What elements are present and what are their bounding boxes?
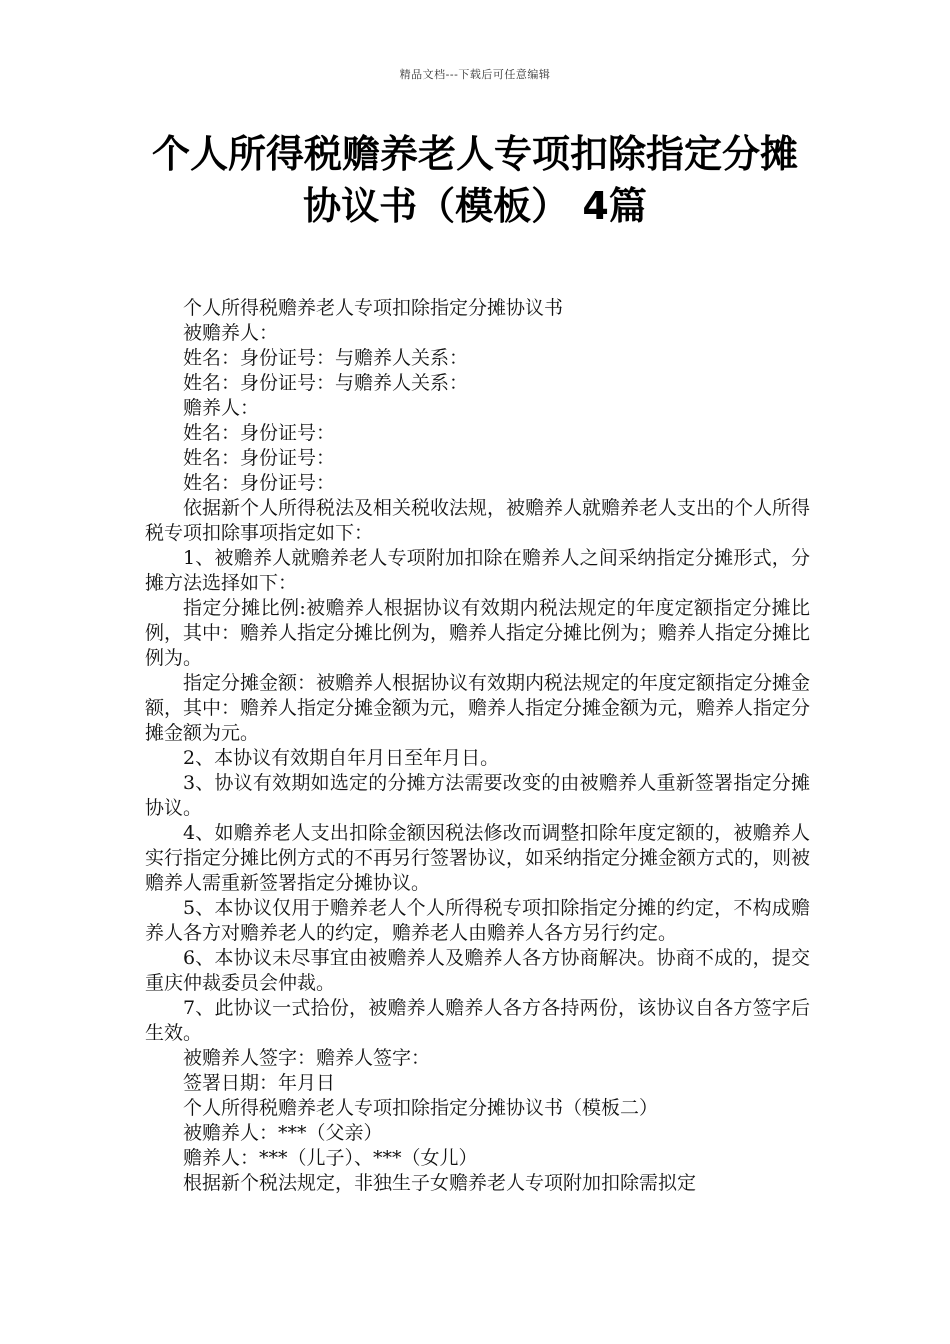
paragraph: 2、本协议有效期自年月日至年月日。 — [183, 747, 500, 769]
title-line-1: 个人所得税赡养老人专项扣除指定分摊 — [151, 132, 798, 176]
document-body — [145, 296, 810, 1196]
paragraph: 姓名：身份证号：与赡养人关系： — [183, 347, 469, 369]
paragraph: 1、被赡养人就赡养老人专项附加扣除在赡养人之间采纳指定分摊形式，分摊方法选择如下： — [145, 547, 810, 594]
paragraph: 依据新个人所得税法及相关税收法规，被赡养人就赡养老人支出的个人所得税专项扣除事项指定如下： — [145, 497, 811, 544]
paragraph: 被赡养人：***（父亲） — [183, 1122, 383, 1144]
paragraph: 个人所得税赡养老人专项扣除指定分摊协议书 — [183, 297, 564, 319]
paragraph: 6、本协议未尽事宜由被赡养人及赡养人各方协商解决。协商不成的，提交重庆仲裁委员会仲裁。 — [145, 947, 810, 994]
paragraph: 5、本协议仅用于赡养老人个人所得税专项扣除指定分摊的约定，不构成赡养人各方对赡养老人的约定，赡养老人由赡养人各方另行约定。 — [145, 897, 810, 944]
paragraph: 3、协议有效期如选定的分摊方法需要改变的由被赡养人重新签署指定分摊协议。 — [145, 772, 810, 819]
paragraph: 指定分摊比例:被赡养人根据协议有效期内税法规定的年度定额指定分摊比例，其中：赡养人指定分摊比例为，赡养人指定分摊比例为；赡养人指定分摊比例为。 — [145, 597, 811, 669]
paragraph: 赡养人：***（儿子）、***（女儿） — [183, 1147, 478, 1169]
paragraph: 指定分摊金额：被赡养人根据协议有效期内税法规定的年度定额指定分摊金额，其中：赡养人指定分摊金额为元，赡养人指定分摊金额为元，赡养人指定分摊金额为元。 — [145, 672, 811, 744]
paragraph: 个人所得税赡养老人专项扣除指定分摊协议书（模板二） — [183, 1097, 659, 1119]
paragraph: 根据新个税法规定，非独生子女赡养老人专项附加扣除需拟定 — [183, 1172, 697, 1194]
header-note: 精品文档---下载后可任意编辑 — [399, 68, 551, 81]
paragraph: 姓名：身份证号：与赡养人关系： — [183, 372, 469, 394]
paragraph: 姓名：身份证号： — [183, 422, 336, 444]
paragraph: 被赡养人： — [183, 322, 279, 344]
paragraph: 7、此协议一式拾份，被赡养人赡养人各方各持两份，该协议自各方签字后生效。 — [145, 997, 810, 1044]
paragraph: 姓名：身份证号： — [183, 472, 336, 494]
paragraph: 赡养人： — [183, 397, 260, 419]
paragraph: 签署日期：年月日 — [183, 1072, 336, 1094]
title-line-2: 协议书（模板） 4篇 — [303, 184, 647, 228]
paragraph: 4、如赡养老人支出扣除金额因税法修改而调整扣除年度定额的，被赡养人实行指定分摊比例方式的不再另行签署协议，如采纳指定分摊金额方式的，则被赡养人需重新签署指定分摊协议。 — [145, 822, 811, 894]
paragraph: 被赡养人签字：赡养人签字： — [183, 1047, 431, 1069]
document-title — [100, 128, 850, 232]
paragraph: 姓名：身份证号： — [183, 447, 336, 469]
